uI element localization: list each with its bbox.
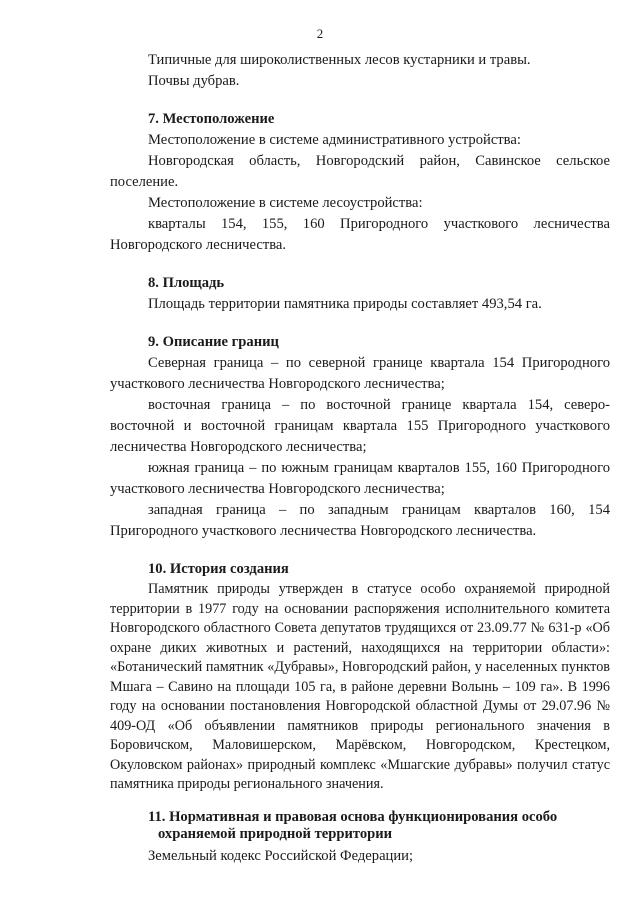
page-number: 2 [316, 26, 324, 41]
section-11-title [110, 809, 610, 843]
section-7-p1: Местоположение в системе административного устройства: [148, 132, 521, 148]
section-8-title: 8. Площадь [148, 275, 225, 291]
section-9-title: 9. Описание границ [148, 334, 279, 350]
section-8-p1: Площадь территории памятника природы составляет 493,54 га. [148, 296, 542, 312]
section-9-p2: восточная граница – по восточной границе квартала 154, северо-восточной и восточной границам квартала 155 Пригородного участкового лесничества Новгородского лесничества; [110, 397, 610, 455]
section-10-p1: Памятник природы утвержден в статусе особо охраняемой природной территории в 1977 году на основании распоряжения исполнительного комитета Новгородского областного Совета депутатов трудящихся от 23.09.77 № 631-р «Об охране диких животных и растений, находящихся на территории области»: «Ботанический памятник «Дубравы», Новгородский район, у населенных пунктов Мшага – Савино на площади 105 га, в районе деревни Волынь – 109 га». В 1996 году на основании постановления Новгородской областной Думы от 29.07.96 № 409-ОД «Об объявлении памятников природы регионального значения в Боровичском, Маловишерском, Марёвском, Новгородском, Крестецком, Окуловском районах» природный комплекс «Мшагские дубравы» получил статус памятника природы регионального значения. [110, 581, 610, 792]
section-11-p1: Земельный кодекс Российской Федерации; [148, 847, 414, 864]
section-7-p4: кварталы 154, 155, 160 Пригородного участкового лесничества Новгородского лесничества. [110, 216, 610, 253]
section-7-p3: Местоположение в системе лесоустройства: [148, 195, 423, 211]
section-11-title-line-1: 11. Нормативная и правовая основа функционирования особо [148, 808, 558, 825]
section-11-title-line-2: охраняемой природной территории [158, 825, 393, 842]
section-9-p1: Северная граница – по северной границе квартала 154 Пригородного участкового лесничества Новгородского лесничества; [110, 355, 610, 392]
intro-line-1: Типичные для широколиственных лесов кустарники и травы. [148, 52, 531, 68]
document-body [110, 50, 610, 867]
section-7-title: 7. Местоположение [148, 111, 275, 127]
section-7-p2: Новгородская область, Новгородский район, Савинское сельское поселение. [110, 153, 610, 190]
section-10-title: 10. История создания [148, 561, 289, 577]
section-9-p4: западная граница – по западным границам кварталов 160, 154 Пригородного участкового лесничества Новгородского лесничества. [110, 502, 610, 539]
section-9-p3: южная граница – по южным границам кварталов 155, 160 Пригородного участкового лесничества Новгородского лесничества; [110, 460, 610, 497]
intro-line-2: Почвы дубрав. [148, 73, 240, 89]
